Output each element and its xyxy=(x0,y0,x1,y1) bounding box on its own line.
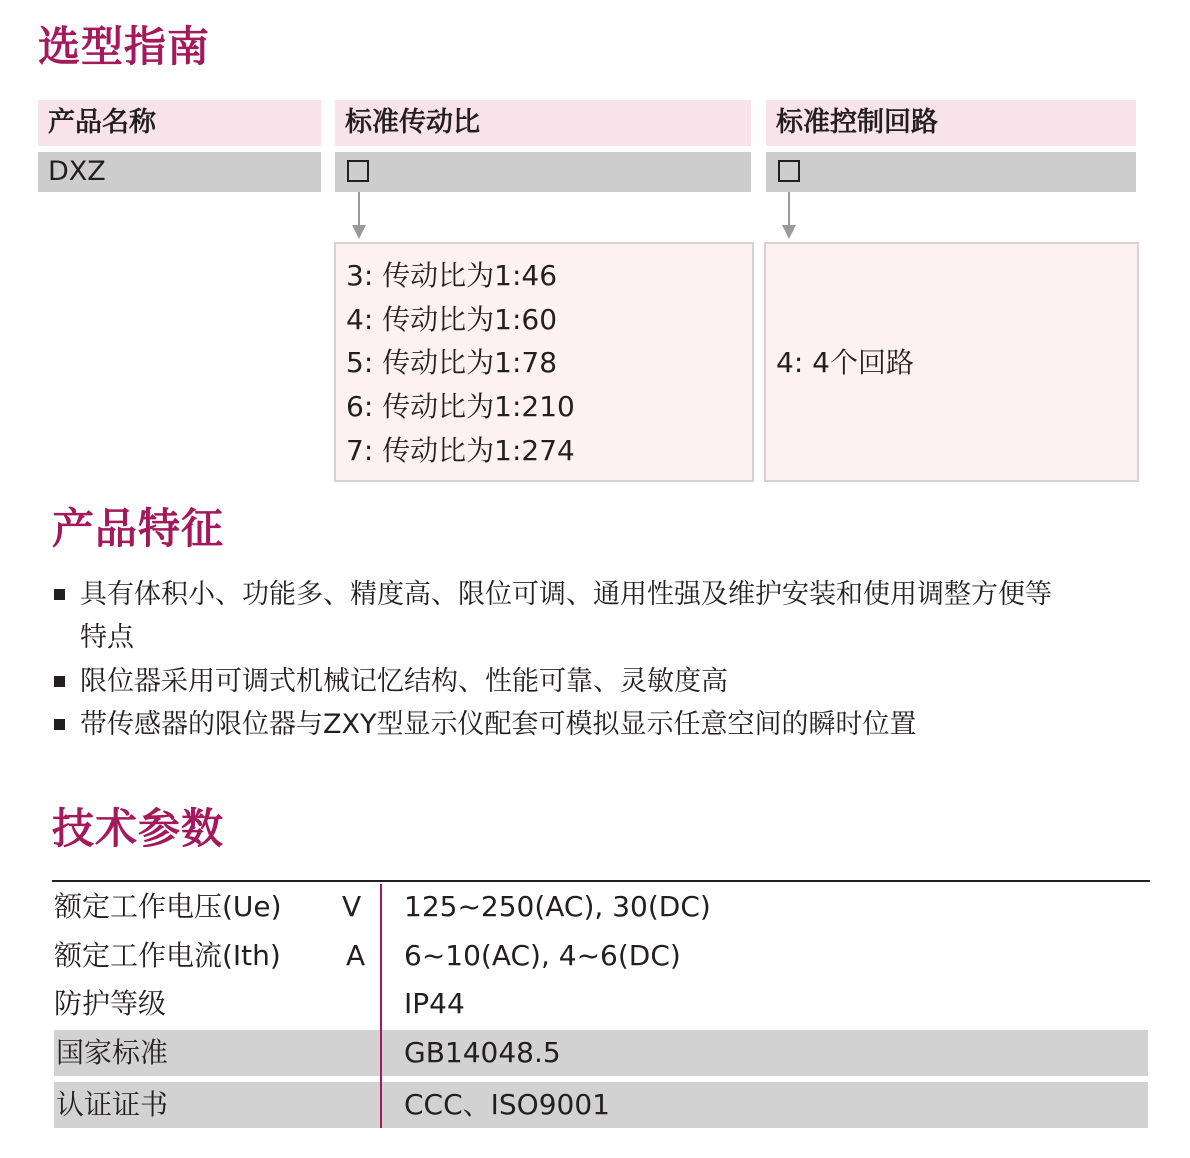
circuit-arrow-line xyxy=(788,192,790,226)
spec-row-voltage xyxy=(54,884,1148,930)
feature-item-3: 带传感器的限位器与ZXY型显示仪配套可模拟显示任意空间的瞬时位置 xyxy=(80,709,917,740)
circuit-options-box xyxy=(764,242,1139,482)
features-title: 产品特征 xyxy=(52,504,225,553)
spec-label: 额定工作电压(Ue) xyxy=(54,890,282,923)
spec-label: 认证证书 xyxy=(56,1088,169,1121)
code-product-name: DXZ xyxy=(38,152,321,192)
bullet-icon xyxy=(54,589,65,600)
circuit-arrow-icon xyxy=(782,225,796,239)
ratio-arrow-icon xyxy=(352,225,366,239)
specs-divider xyxy=(380,884,382,1128)
code-ratio-cell xyxy=(335,152,751,192)
ratio-option: 5: 传动比为1:78 xyxy=(346,346,558,379)
circuit-option: 4: 4个回路 xyxy=(776,346,914,379)
ratio-options-box xyxy=(334,242,754,482)
ratio-placeholder-box xyxy=(347,160,369,182)
feature-item-1-line1: 具有体积小、功能多、精度高、限位可调、通用性强及维护安装和使用调整方便等 xyxy=(80,579,1052,610)
specs-title: 技术参数 xyxy=(52,804,225,853)
spec-value: 6~10(AC), 4~6(DC) xyxy=(404,939,681,972)
spec-unit: V xyxy=(342,890,362,923)
spec-row-protection xyxy=(54,981,1148,1027)
spec-row-current xyxy=(54,933,1148,979)
code-circuit-cell xyxy=(766,152,1136,192)
circuit-placeholder-box xyxy=(778,160,800,182)
spec-label: 额定工作电流(Ith) xyxy=(54,939,281,972)
spec-unit: A xyxy=(346,939,366,972)
ratio-option: 4: 传动比为1:60 xyxy=(346,303,558,336)
ratio-option: 3: 传动比为1:46 xyxy=(346,259,558,292)
spec-label: 防护等级 xyxy=(54,987,167,1020)
ratio-option: 6: 传动比为1:210 xyxy=(346,390,575,423)
spec-row-standard xyxy=(54,1030,1148,1076)
ratio-option: 7: 传动比为1:274 xyxy=(346,434,575,467)
feature-item-1-line2: 特点 xyxy=(80,622,134,653)
spec-value: GB14048.5 xyxy=(404,1036,561,1069)
spec-value: CCC、ISO9001 xyxy=(404,1088,610,1121)
header-control-circuit: 标准控制回路 xyxy=(766,100,1136,146)
feature-item-2: 限位器采用可调式机械记忆结构、性能可靠、灵敏度高 xyxy=(80,666,728,697)
feature-item-1 xyxy=(80,573,1160,659)
bullet-icon xyxy=(54,719,65,730)
header-product-name: 产品名称 xyxy=(38,100,321,146)
selection-guide-title: 选型指南 xyxy=(38,22,211,71)
bullet-icon xyxy=(54,676,65,687)
spec-value: 125~250(AC), 30(DC) xyxy=(404,890,711,923)
specs-top-rule xyxy=(52,880,1150,882)
spec-label: 国家标准 xyxy=(56,1036,169,1069)
spec-row-certificate xyxy=(54,1082,1148,1128)
header-standard-ratio: 标准传动比 xyxy=(335,100,751,146)
ratio-arrow-line xyxy=(358,192,360,226)
spec-value: IP44 xyxy=(404,987,465,1020)
